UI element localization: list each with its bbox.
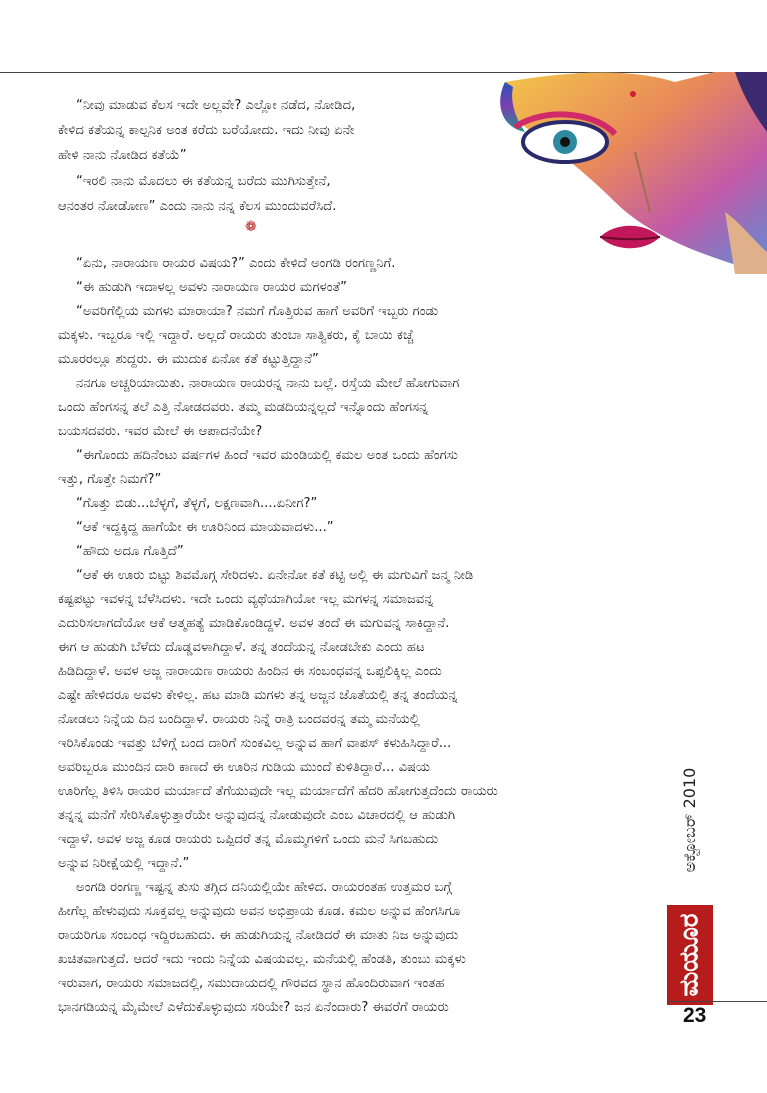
text-line: ಈಗ ಆ ಹುಡುಗಿ ಬೆಳೆದು ದೊಡ್ಡವಳಾಗಿದ್ದಾಳೆ. ತನ್ನ ತಂದೆಯನ್ನ ನೋಡಬೇಕು ಎಂದು ಹಟ [58,640,425,655]
text-line: ಕಷ್ಟಪಟ್ಟು ಇವಳನ್ನ ಬೆಳೆಸಿದಳು. ಇದೇ ಒಂದು ವ್ಯಥೆಯಾಗಿಯೋ ಇಲ್ಲ ಮಗಳನ್ನ ಸಮಾಜವನ್ನ [58,592,434,607]
section-break-ornament: ❁ [245,219,257,235]
text-line: ಇರಿಸಿಕೊಂಡು ಇವತ್ತು ಬೆಳಿಗ್ಗೆ ಬಂದ ದಾರಿಗೆ ಸುಂಕವಿಲ್ಲ ಅನ್ನುವ ಹಾಗೆ ವಾಪಸ್ ಕಳುಹಿಸಿದ್ದಾರೆ... [58,736,452,751]
text-line: ತನ್ನನ್ನ ಮನೆಗೆ ಸೇರಿಸಿಕೊಳ್ಳುತ್ತಾರೆಯೇ ಅನ್ನುವುದನ್ನ ನೋಡುವುದೇ ಎಂಬ ವಿಚಾರದಲ್ಲಿ ಆ ಹುಡುಗಿ [58,808,456,823]
text-line: ಒಂದು ಹೆಂಗಸನ್ನ ತಲೆ ಎತ್ತಿ ನೋಡದವರು. ತಮ್ಮ ಮಡದಿಯನ್ನಲ್ಲದೆ ಇನ್ನೊಂದು ಹೆಂಗಸನ್ನ [58,400,429,415]
text-line: ಕೇಳಿದ ಕತೆಯನ್ನ ಕಾಲ್ಪನಿಕ ಅಂತ ಕರೆದು ಬರೆಯೋದು. ಇದು ನೀವು ಏನೇ [58,123,355,138]
page-number: 23 [683,1004,707,1027]
face-illustration [485,72,767,274]
footer-rule [667,1001,767,1002]
text-line: “ಏನು, ನಾರಾಯಣ ರಾಯರ ವಿಷಯ?” ಎಂದು ಕೇಳಿದೆ ಅಂಗಡಿ ರಂಗಣ್ಣನಿಗೆ. [76,256,396,271]
text-line: ಇರುವಾಗ, ರಾಯರು ಸಮಾಜದಲ್ಲಿ, ಸಮುದಾಯದಲ್ಲಿ ಗೌರವದ ಸ್ಥಾನ ಹೊಂದಿರುವಾಗ ಇಂತಹ [58,976,445,991]
text-line: ಅವರಿಬ್ಬರೂ ಮುಂದಿನ ದಾರಿ ಕಾಣದೆ ಈ ಊರಿನ ಗುಡಿಯ ಮುಂದೆ ಕುಳಿತಿದ್ದಾರೆ... ವಿಷಯ [58,760,431,775]
text-line: “ಈಗೊಂದು ಹದಿನೆಂಟು ವರ್ಷಗಳ ಹಿಂದೆ ಇವರ ಮಂಡಿಯಲ್ಲಿ ಕಮಲ ಅಂತ ಒಂದು ಹೆಂಗಸು [76,448,458,463]
text-line: “ನೀವು ಮಾಡುವ ಕೆಲಸ ಇದೇ ಅಲ್ಲವೇ? ಎಲ್ಲೋ ನಡೆದ, ನೋಡಿದ, [76,98,356,113]
text-line: ರಾಯರಿಗೂ ಸಂಬಂಧ ಇದ್ದಿರಬಹುದು. ಈ ಹುಡುಗಿಯನ್ನ ನೋಡಿದರೆ ಈ ಮಾತು ನಿಜ ಅನ್ನುವುದು [58,928,459,943]
issue-date [670,745,710,895]
text-line: ಭಾನಗಡಿಯನ್ನ ಮೈಮೇಲೆ ಎಳೆದುಕೊಳ್ಳುವುದು ಸರಿಯೇ? ಜನ ಏನೆಂದಾರು? ಈವರೆಗೆ ರಾಯರು [58,1000,449,1015]
text-line: ನನಗೂ ಅಚ್ಚರಿಯಾಯಿತು. ನಾರಾಯಣ ರಾಯರನ್ನ ನಾನು ಬಲ್ಲೆ. ರಸ್ತೆಯ ಮೇಲೆ ಹೋಗುವಾಗ [76,376,460,391]
text-line: ಇದ್ದಾಳೆ. ಅವಳ ಅಜ್ಜ ಕೂಡ ರಾಯರು ಒಪ್ಪಿದರೆ ತನ್ನ ಮೊಮ್ಮಗಳಿಗೆ ಒಂದು ಮನೆ ಸಿಗಬಹುದು [58,832,439,847]
text-line: “ಅವರಿಗೆಲ್ಲಿಯ ಮಗಳು ಮಾರಾಯಾ? ನಮಗೆ ಗೊತ್ತಿರುವ ಹಾಗೆ ಅವರಿಗೆ ಇಬ್ಬರು ಗಂಡು [76,304,439,319]
text-line: ಬಯಸದವರು. ಇವರ ಮೇಲೆ ಈ ಆಪಾದನೆಯೇ? [58,424,263,439]
text-line: ಮಕ್ಕಳು. ಇಬ್ಬರೂ ಇಲ್ಲಿ ಇದ್ದಾರೆ. ಅಲ್ಲದೆ ರಾಯರು ತುಂಬಾ ಸಾತ್ವಿಕರು, ಕೈ ಬಾಯಿ ಕಚ್ಚೆ [58,328,414,343]
text-line: “ಆಕೆ ಈ ಊರು ಬಿಟ್ಟು ಶಿವಮೊಗ್ಗ ಸೇರಿದಳು. ಏನೇನೋ ಕತೆ ಕಟ್ಟಿ ಅಲ್ಲಿ ಈ ಮಗುವಿಗೆ ಜನ್ಮ ನೀಡಿ [76,568,474,583]
text-line: ಎದುರಿಸಲಾಗದೆಯೋ ಆಕೆ ಆತ್ಮಹತ್ಯೆ ಮಾಡಿಕೊಂಡಿದ್ದಳೆ. ಅವಳ ತಂದೆ ಈ ಮಗುವನ್ನ ಸಾಕಿದ್ದಾನೆ. [58,616,450,631]
text-line: ನೋಡಲು ನಿನ್ನೆಯ ದಿನ ಬಂದಿದ್ದಾಳೆ. ರಾಯರು ನಿನ್ನೆ ರಾತ್ರಿ ಬಂದವರನ್ನ ತಮ್ಮ ಮನೆಯಲ್ಲಿ [58,712,420,727]
text-line: ಮೂರರಲ್ಲೂ ಶುದ್ದರು. ಈ ಮುದುಕ ಏನೋ ಕತೆ ಕಟ್ಟುತ್ತಿದ್ದಾನೆ” [58,352,319,367]
text-line: ಆನಂತರ ನೋಡೋಣ” ಎಂದು ನಾನು ನನ್ನ ಕೆಲಸ ಮುಂದುವರೆಸಿದೆ. [58,199,337,214]
text-line: ಖಚಿತವಾಗುತ್ತದೆ. ಆದರೆ ಇದು ಇಂದು ನಿನ್ನೆಯ ವಿಷಯವಲ್ಲ. ಮನೆಯಲ್ಲಿ ಹೆಂಡತಿ, ತುಂಬು ಮಕ್ಕಳು [58,952,466,967]
text-line: ಹೇಳಿ ನಾನು ನೋಡಿದ ಕತೆಯೆ” [58,148,187,163]
text-line: “ಇರಲಿ ನಾನು ಮೊದಲು ಈ ಕತೆಯನ್ನ ಬರೆದು ಮುಗಿಸುತ್ತೇನೆ, [76,174,331,189]
text-line: “ಗೊತ್ತು ಬಿಡು...ಬೆಳ್ಳಗೆ, ತೆಳ್ಳಗೆ, ಲಕ್ಷಣವಾಗಿ....ಏನೀಗ?” [76,496,318,511]
text-line: “ಆಕೆ ಇದ್ದಕ್ಕಿದ್ದ ಹಾಗೆಯೇ ಈ ಊರಿನಿಂದ ಮಾಯವಾದಳು...” [76,520,334,535]
text-line: “ಈ ಹುಡುಗಿ ಇದಾಳಲ್ಲ ಅವಳು ನಾರಾಯಣ ರಾಯರ ಮಗಳಂತೆ” [76,280,347,295]
text-line: ಹಿಡಿದಿದ್ದಾಳೆ. ಅವಳ ಅಜ್ಜ ನಾರಾಯಣ ರಾಯರು ಹಿಂದಿನ ಈ ಸಂಬಂಧವನ್ನ ಒಪ್ಪಲಿಕ್ಕಿಲ್ಲ ಎಂದು [58,664,442,679]
text-line: ಹೀಗೆಲ್ಲ ಹೇಳುವುದು ಸೂಕ್ತವಲ್ಲ ಅನ್ನುವುದು ಅವನ ಅಭಿಪ್ರಾಯ ಕೂಡ. ಕಮಲ ಅನ್ನುವ ಹೆಂಗಸಿಗೂ [58,904,461,919]
text-line: ಊರಿಗೆಲ್ಲ ತಿಳಿಸಿ ರಾಯರ ಮರ್ಯಾದೆ ತೆಗೆಯುವುದೇ ಇಲ್ಲ ಮರ್ಯಾದೆಗೆ ಹೆದರಿ ಹೋಗುತ್ತದೆಂದು ರಾಯರು [58,784,498,799]
text-line: ಎಷ್ಟೇ ಹೇಳಿದರೂ ಅವಳು ಕೇಳಿಲ್ಲ. ಹಟ ಮಾಡಿ ಮಗಳು ತನ್ನ ಅಜ್ಜನ ಜೊತೆಯಲ್ಲಿ ತನ್ನ ತಂದೆಯನ್ನ [58,688,458,703]
text-line: ಇತ್ತು, ಗೊತ್ತೇ ನಿಮಗೆ?” [58,472,162,487]
text-line: “ಹೌದು ಅದೂ ಗೊತ್ತಿದೆ” [76,544,184,559]
text-line: ಅಂಗಡಿ ರಂಗಣ್ಣ ಇಷ್ಟನ್ನ ತುಸು ತಗ್ಗಿದ ದನಿಯಲ್ಲಿಯೇ ಹೇಳಿದ. ರಾಯರಂತಹ ಉತ್ತಮರ ಬಗ್ಗೆ [76,880,452,895]
issue-date-label: ಅಕ್ಟೋಬರ್ 2010 [680,767,699,873]
text-line: ಅನ್ನುವ ನಿರೀಕ್ಷೆಯಲ್ಲಿ ಇದ್ದಾನೆ.” [58,856,190,871]
magazine-title: ಮಯೂರ [674,913,705,997]
magazine-masthead [667,905,713,1005]
